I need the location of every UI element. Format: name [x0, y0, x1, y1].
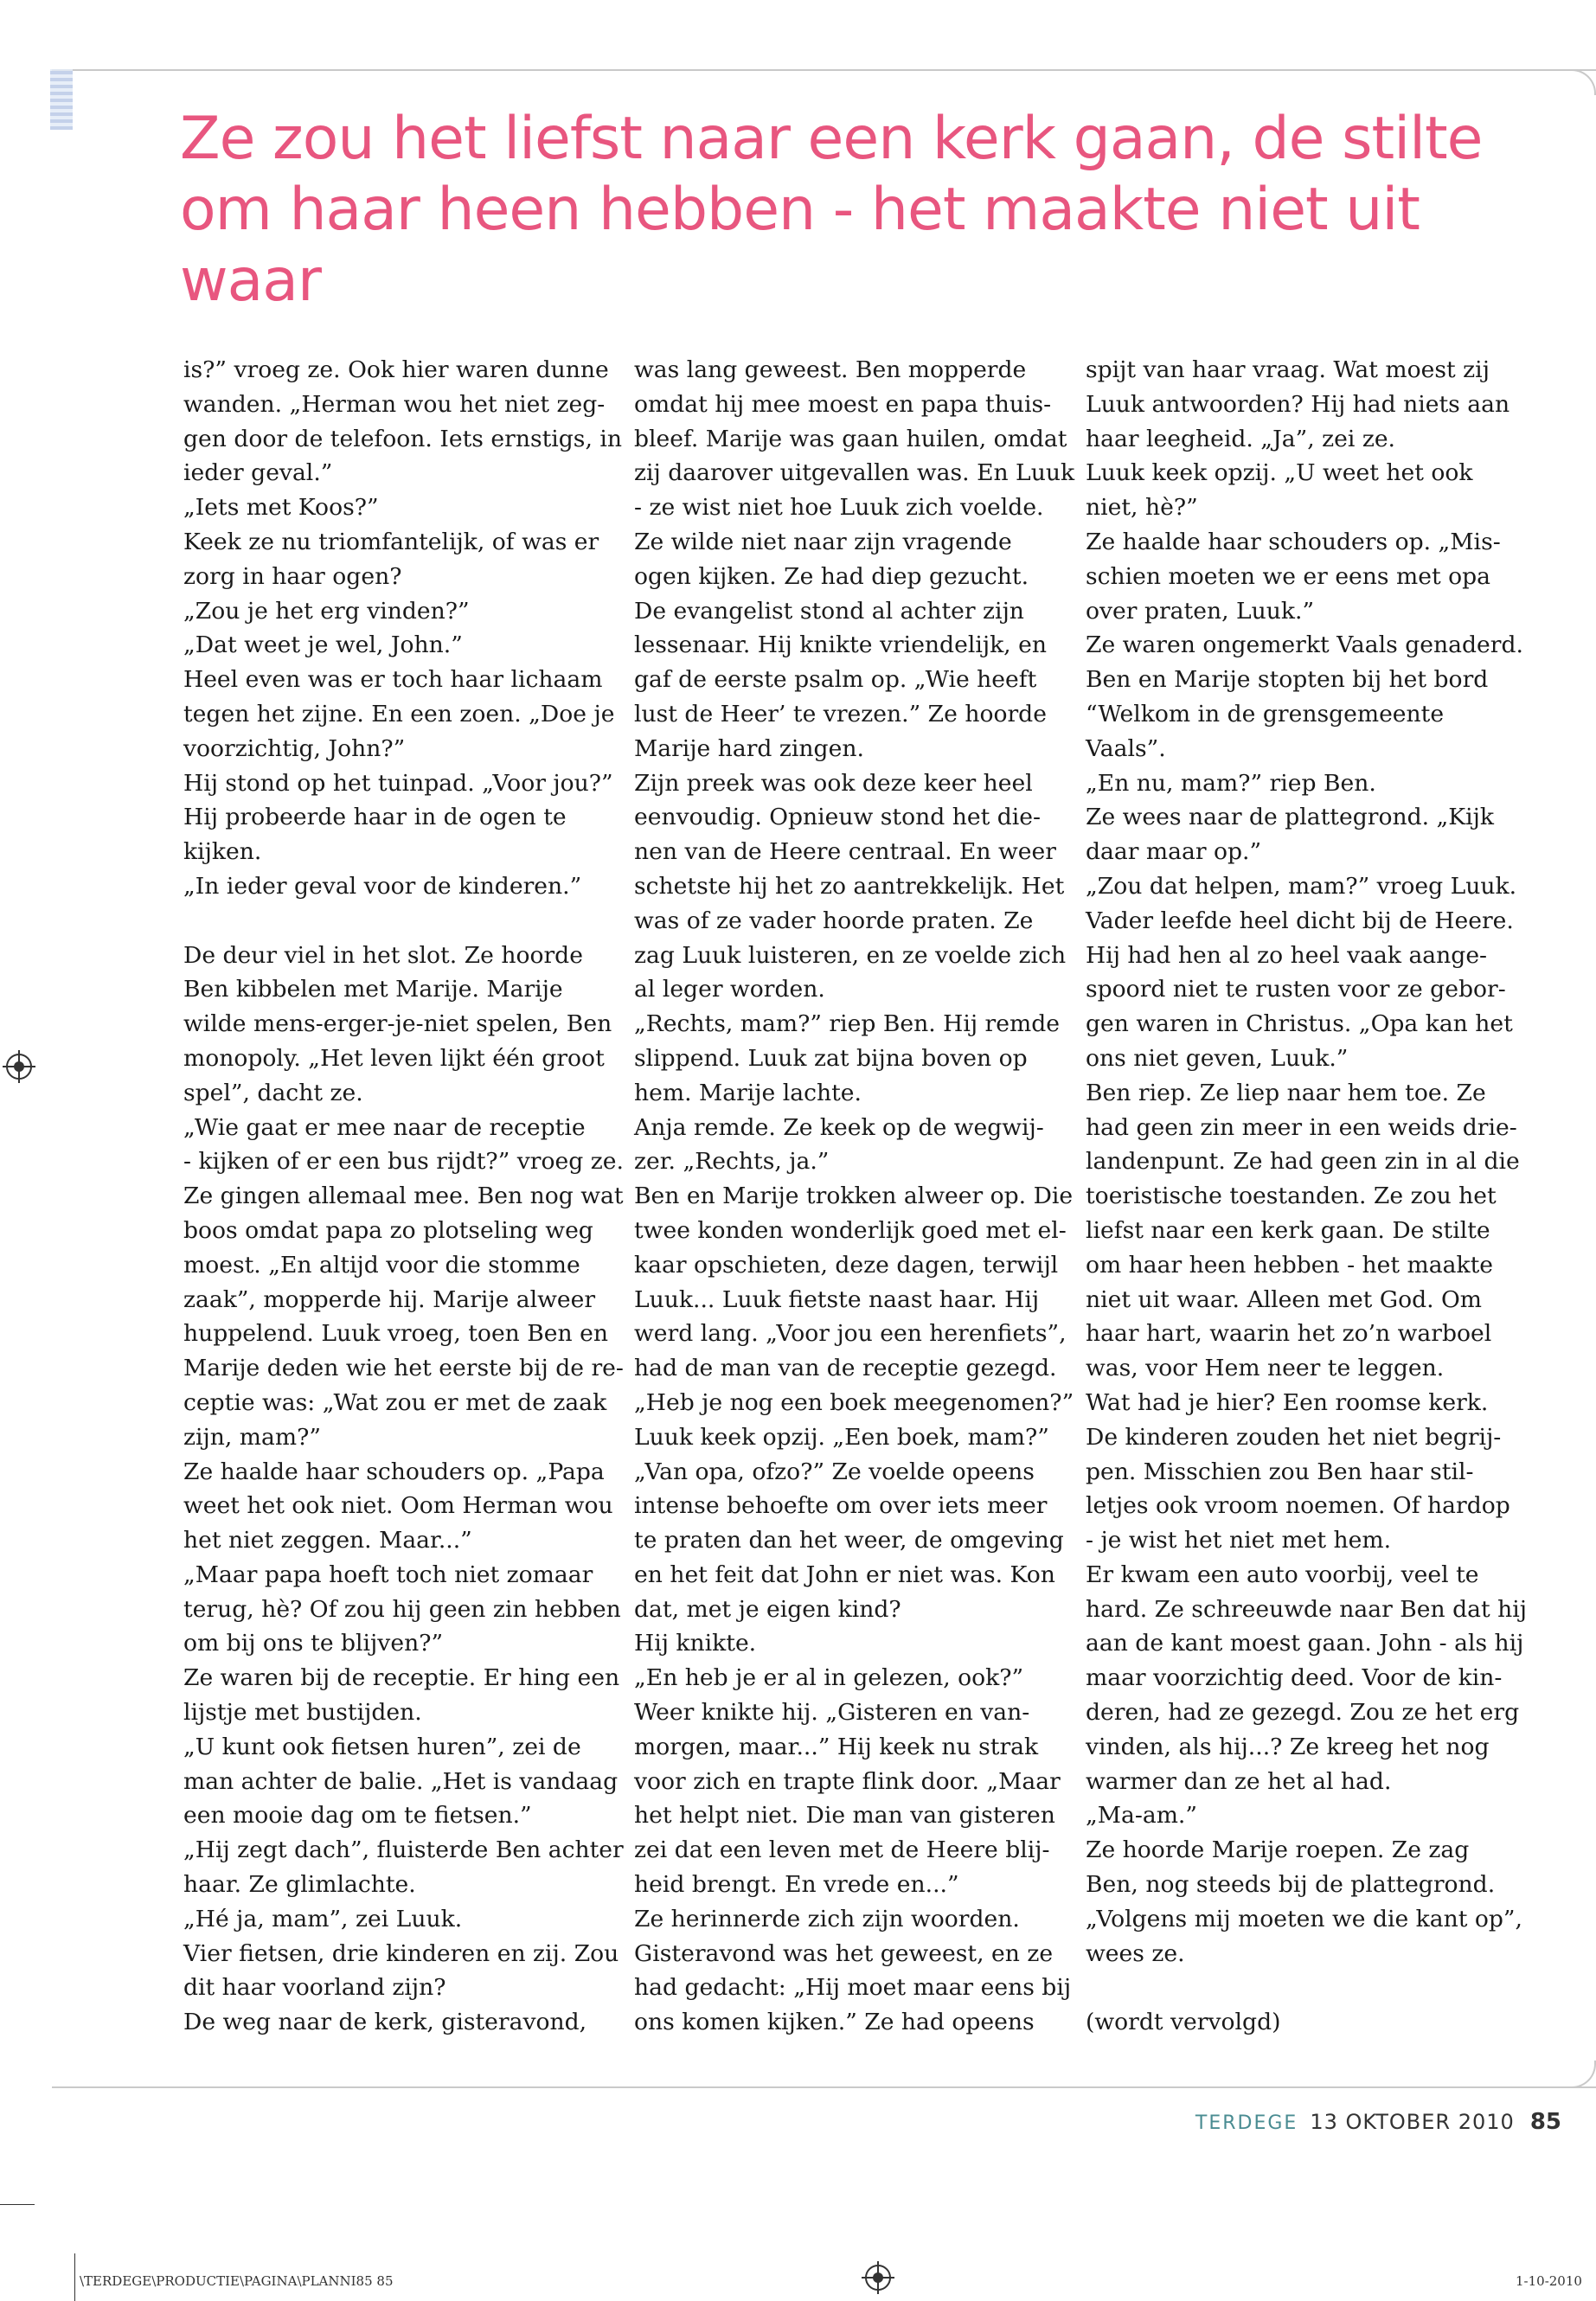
- text-line: en het feit dat John er niet was. Kon: [634, 1561, 1055, 1588]
- paragraph-gap: [1086, 1971, 1518, 2005]
- text-line: „Wie gaat er mee naar de receptie: [183, 1113, 586, 1141]
- text-line: zij daarover uitgevallen was. En Luuk: [634, 459, 1075, 487]
- text-line: De evangelist stond al achter zijn: [634, 597, 1024, 625]
- text-line: wilde mens-erger-je-niet spelen, Ben: [183, 1010, 612, 1038]
- text-line: Luuk... Luuk fietste naast haar. Hij: [634, 1285, 1040, 1313]
- text-line: zijn, mam?”: [183, 1423, 321, 1451]
- text-line: wees ze.: [1086, 1939, 1185, 1967]
- registration-mark-icon: [865, 2265, 891, 2291]
- text-line: vinden, als hij...? Ze kreeg het nog: [1086, 1733, 1490, 1760]
- text-line: - je wist het niet met hem.: [1086, 1527, 1392, 1554]
- text-line: Ze wilde niet naar zijn vragende: [634, 528, 1012, 555]
- page-frame-bottom-corner: [1570, 2061, 1596, 2088]
- text-line: haar. Ze glimlachte.: [183, 1871, 416, 1899]
- text-line: Ze waren bij de receptie. Er hing een: [183, 1664, 620, 1692]
- crop-mark: [74, 2253, 75, 2301]
- text-line: „Ma-am.”: [1086, 1802, 1197, 1830]
- text-line: nen van de Heere centraal. En weer: [634, 838, 1056, 866]
- text-line: zorg in haar ogen?: [183, 562, 402, 590]
- magazine-name: TERDEGE: [1195, 2112, 1298, 2134]
- text-line: Vader leefde heel dicht bij de Heere.: [1086, 907, 1514, 934]
- text-line: Zijn preek was ook deze keer heel: [634, 769, 1033, 797]
- text-line: „En nu, mam?” riep Ben.: [1086, 769, 1376, 797]
- text-line: Ze waren ongemerkt Vaals genaderd.: [1086, 631, 1523, 659]
- text-line: terug, hè? Of zou hij geen zin hebben: [183, 1595, 621, 1623]
- text-line: lijstje met bustijden.: [183, 1699, 422, 1727]
- text-line: Hij probeerde haar in de ogen te: [183, 804, 567, 831]
- text-line: Anja remde. Ze keek op de wegwij-: [634, 1113, 1044, 1141]
- text-line: „Heb je nog een boek meegenomen?”: [634, 1388, 1074, 1416]
- text-line: „Iets met Koos?”: [183, 494, 379, 522]
- page-footer: [1195, 2109, 1561, 2135]
- text-line: „Zou je het erg vinden?”: [183, 597, 470, 625]
- text-line: „U kunt ook fietsen huren”, zei de: [183, 1733, 581, 1760]
- text-line: Luuk keek opzij. „Een boek, mam?”: [634, 1423, 1049, 1451]
- text-line: niet, hè?”: [1086, 494, 1198, 522]
- text-line: is?” vroeg ze. Ook hier waren dunne: [183, 356, 609, 383]
- page-frame-top-corner: [1570, 69, 1596, 95]
- text-line: het helpt niet. Die man van gisteren: [634, 1802, 1055, 1830]
- text-line: huppelend. Luuk vroeg, toen Ben en: [183, 1320, 608, 1348]
- text-line: Vier fietsen, drie kinderen en zij. Zou: [183, 1939, 619, 1967]
- text-line: man achter de balie. „Het is vandaag: [183, 1767, 619, 1795]
- text-line: maar voorzichtig deed. Voor de kin-: [1086, 1664, 1503, 1692]
- text-line: hard. Ze schreeuwde naar Ben dat hij: [1086, 1595, 1528, 1623]
- color-bar-strip: [50, 69, 73, 130]
- text-line: lessenaar. Hij knikte vriendelijk, en: [634, 631, 1047, 659]
- text-line: Luuk antwoorden? Hij had niets aan: [1086, 390, 1510, 418]
- print-slug-date: 1-10-2010: [1516, 2273, 1582, 2289]
- text-line: werd lang. „Voor jou een herenfiets”,: [634, 1320, 1067, 1348]
- text-line: wanden. „Herman wou het niet zeg-: [183, 390, 606, 418]
- text-line: „Maar papa hoeft toch niet zomaar: [183, 1561, 593, 1588]
- text-line: boos omdat papa zo plotseling weg: [183, 1216, 593, 1244]
- text-line: spel”, dacht ze.: [183, 1079, 363, 1106]
- text-line: gen waren in Christus. „Opa kan het: [1086, 1010, 1513, 1038]
- text-line: had geen zin meer in een weids drie-: [1086, 1113, 1517, 1141]
- text-line: het niet zeggen. Maar...”: [183, 1527, 472, 1554]
- text-line: „In ieder geval voor de kinderen.”: [183, 872, 582, 900]
- text-line: gen door de telefoon. Iets ernstigs, in: [183, 425, 622, 452]
- text-line: al leger worden.: [634, 976, 825, 1003]
- text-line: moest. „En altijd voor die stomme: [183, 1251, 580, 1279]
- text-line: „Hij zegt dach”, fluisterde Ben achter: [183, 1836, 624, 1864]
- text-line: Ben kibbelen met Marije. Marije: [183, 976, 563, 1003]
- page-frame-bottom: [52, 2086, 1596, 2088]
- text-line: De deur viel in het slot. Ze hoorde: [183, 941, 583, 969]
- text-line: „En heb je er al in gelezen, ook?”: [634, 1664, 1024, 1692]
- paragraph-gap: [183, 904, 616, 939]
- text-line: - ze wist niet hoe Luuk zich voelde.: [634, 494, 1044, 522]
- text-line: Ben, nog steeds bij de plattegrond.: [1086, 1871, 1496, 1899]
- text-line: zag Luuk luisteren, en ze voelde zich: [634, 941, 1067, 969]
- text-line: deren, had ze gezegd. Zou ze het erg: [1086, 1699, 1520, 1727]
- text-line: Ze wees naar de plattegrond. „Kijk: [1086, 804, 1495, 831]
- text-line: haar hart, waarin het zo’n warboel: [1086, 1320, 1492, 1348]
- text-line: om bij ons te blijven?”: [183, 1630, 444, 1657]
- text-line: eenvoudig. Opnieuw stond het die-: [634, 804, 1041, 831]
- text-line: bleef. Marije was gaan huilen, omdat: [634, 425, 1067, 452]
- text-line: was lang geweest. Ben mopperde: [634, 356, 1027, 383]
- print-slug-path: \TERDEGE\PRODUCTIE\PAGINA\PLANNI85 85: [80, 2273, 394, 2289]
- text-line: (wordt vervolgd): [1086, 2009, 1281, 2036]
- text-line: De kinderen zouden het niet begrij-: [1086, 1423, 1502, 1451]
- text-line: Vaals”.: [1086, 734, 1166, 762]
- text-column-2: [634, 353, 1075, 2040]
- text-line: De weg naar de kerk, gisteravond,: [183, 2009, 587, 2036]
- text-line: niet uit waar. Alleen met God. Om: [1086, 1285, 1483, 1313]
- text-line: „Rechts, mam?” riep Ben. Hij remde: [634, 1010, 1060, 1038]
- text-line: over praten, Luuk.”: [1086, 597, 1315, 625]
- text-line: was of ze vader hoorde praten. Ze: [634, 907, 1034, 934]
- text-line: Ze herinnerde zich zijn woorden.: [634, 1905, 1020, 1932]
- text-line: had gedacht: „Hij moet maar eens bij: [634, 1974, 1072, 2002]
- text-line: spijt van haar vraag. Wat moest zij: [1086, 356, 1490, 383]
- crop-mark: [0, 2204, 35, 2205]
- headline: Ze zou het liefst naar een kerk gaan, de stilte om haar heen hebben - het maakte niet uit waar: [180, 105, 1483, 315]
- text-line: Marije hard zingen.: [634, 734, 864, 762]
- text-line: schetste hij het zo aantrekkelijk. Het: [634, 872, 1065, 900]
- text-column-1: [183, 353, 624, 2040]
- text-line: Keek ze nu triomfantelijk, of was er: [183, 528, 599, 555]
- text-line: dat, met je eigen kind?: [634, 1595, 901, 1623]
- text-line: “Welkom in de grensgemeente: [1086, 700, 1445, 727]
- text-line: landenpunt. Ze had geen zin in al die: [1086, 1148, 1520, 1176]
- text-line: Hij had hen al zo heel vaak aange-: [1086, 941, 1488, 969]
- text-line: kaar opschieten, deze dagen, terwijl: [634, 1251, 1059, 1279]
- text-line: „Volgens mij moeten we die kant op”,: [1086, 1905, 1522, 1932]
- text-line: toeristische toestanden. Ze zou het: [1086, 1183, 1497, 1210]
- text-line: Luuk keek opzij. „U weet het ook: [1086, 459, 1473, 487]
- text-line: voorzichtig, John?”: [183, 734, 406, 762]
- text-line: voor zich en trapte flink door. „Maar: [634, 1767, 1061, 1795]
- text-line: Ben en Marije trokken alweer op. Die: [634, 1183, 1074, 1210]
- text-line: morgen, maar...” Hij keek nu strak: [634, 1733, 1039, 1760]
- text-line: ogen kijken. Ze had diep gezucht.: [634, 562, 1029, 590]
- text-line: haar leegheid. „Ja”, zei ze.: [1086, 425, 1396, 452]
- text-line: zaak”, mopperde hij. Marije alweer: [183, 1285, 596, 1313]
- text-line: weet het ook niet. Oom Herman wou: [183, 1492, 613, 1520]
- text-line: had de man van de receptie gezegd.: [634, 1355, 1057, 1382]
- text-line: liefst naar een kerk gaan. De stilte: [1086, 1216, 1490, 1244]
- page-number: 85: [1529, 2109, 1561, 2135]
- text-line: gaf de eerste psalm op. „Wie heeft: [634, 666, 1037, 694]
- text-line: „Dat weet je wel, John.”: [183, 631, 463, 659]
- text-line: Ze gingen allemaal mee. Ben nog wat: [183, 1183, 624, 1210]
- text-line: Gisteravond was het geweest, en ze: [634, 1939, 1054, 1967]
- text-line: Weer knikte hij. „Gisteren en van-: [634, 1699, 1030, 1727]
- text-line: ons niet geven, Luuk.”: [1086, 1044, 1349, 1072]
- text-line: hem. Marije lachte.: [634, 1079, 862, 1106]
- text-line: Wat had je hier? Een roomse kerk.: [1086, 1388, 1489, 1416]
- registration-mark-icon: [6, 1054, 32, 1080]
- text-line: Marije deden wie het eerste bij de re-: [183, 1355, 624, 1382]
- text-line: intense behoefte om over iets meer: [634, 1492, 1048, 1520]
- text-line: Ben en Marije stopten bij het bord: [1086, 666, 1489, 694]
- text-line: daar maar op.”: [1086, 838, 1262, 866]
- text-line: warmer dan ze het al had.: [1086, 1767, 1392, 1795]
- text-line: Er kwam een auto voorbij, veel te: [1086, 1561, 1479, 1588]
- text-line: slippend. Luuk zat bijna boven op: [634, 1044, 1028, 1072]
- text-column-3: [1086, 353, 1528, 2040]
- text-line: monopoly. „Het leven lijkt één groot: [183, 1044, 605, 1072]
- text-line: tegen het zijne. En een zoen. „Doe je: [183, 700, 615, 727]
- text-line: zei dat een leven met de Heere blij-: [634, 1836, 1050, 1864]
- text-line: omdat hij mee moest en papa thuis-: [634, 390, 1052, 418]
- text-line: Hij stond op het tuinpad. „Voor jou?”: [183, 769, 613, 797]
- text-line: een mooie dag om te fietsen.”: [183, 1802, 532, 1830]
- text-line: Ze haalde haar schouders op. „Papa: [183, 1458, 605, 1485]
- text-line: ieder geval.”: [183, 459, 333, 487]
- text-line: letjes ook vroom noemen. Of hardop: [1086, 1492, 1510, 1520]
- text-line: ceptie was: „Wat zou er met de zaak: [183, 1388, 607, 1416]
- text-line: Ben riep. Ze liep naar hem toe. Ze: [1086, 1079, 1486, 1106]
- text-line: kijken.: [183, 838, 262, 866]
- page-frame-top: [52, 69, 1596, 71]
- text-line: ons komen kijken.” Ze had opeens: [634, 2009, 1035, 2036]
- text-line: schien moeten we er eens met opa: [1086, 562, 1491, 590]
- issue-date: 13 OKTOBER 2010: [1310, 2110, 1515, 2134]
- text-line: om haar heen hebben - het maakte: [1086, 1251, 1494, 1279]
- text-line: Hij knikte.: [634, 1630, 757, 1657]
- text-line: was, voor Hem neer te leggen.: [1086, 1355, 1445, 1382]
- text-line: Ze hoorde Marije roepen. Ze zag: [1086, 1836, 1470, 1864]
- text-line: lust de Heer’ te vrezen.” Ze hoorde: [634, 700, 1047, 727]
- text-line: twee konden wonderlijk goed met el-: [634, 1216, 1067, 1244]
- text-line: pen. Misschien zou Ben haar stil-: [1086, 1458, 1474, 1485]
- text-line: spoord niet te rusten voor ze gebor-: [1086, 976, 1506, 1003]
- text-line: te praten dan het weer, de omgeving: [634, 1527, 1064, 1554]
- text-line: Ze haalde haar schouders op. „Mis-: [1086, 528, 1501, 555]
- text-line: „Van opa, ofzo?” Ze voelde opeens: [634, 1458, 1035, 1485]
- text-line: „Hé ja, mam”, zei Luuk.: [183, 1905, 463, 1932]
- text-line: Heel even was er toch haar lichaam: [183, 666, 603, 694]
- text-line: „Zou dat helpen, mam?” vroeg Luuk.: [1086, 872, 1517, 900]
- text-line: dit haar voorland zijn?: [183, 1974, 446, 2002]
- text-line: aan de kant moest gaan. John - als hij: [1086, 1630, 1524, 1657]
- text-line: heid brengt. En vrede en...”: [634, 1871, 959, 1899]
- text-line: zer. „Rechts, ja.”: [634, 1148, 830, 1176]
- text-line: - kijken of er een bus rijdt?” vroeg ze.: [183, 1148, 624, 1176]
